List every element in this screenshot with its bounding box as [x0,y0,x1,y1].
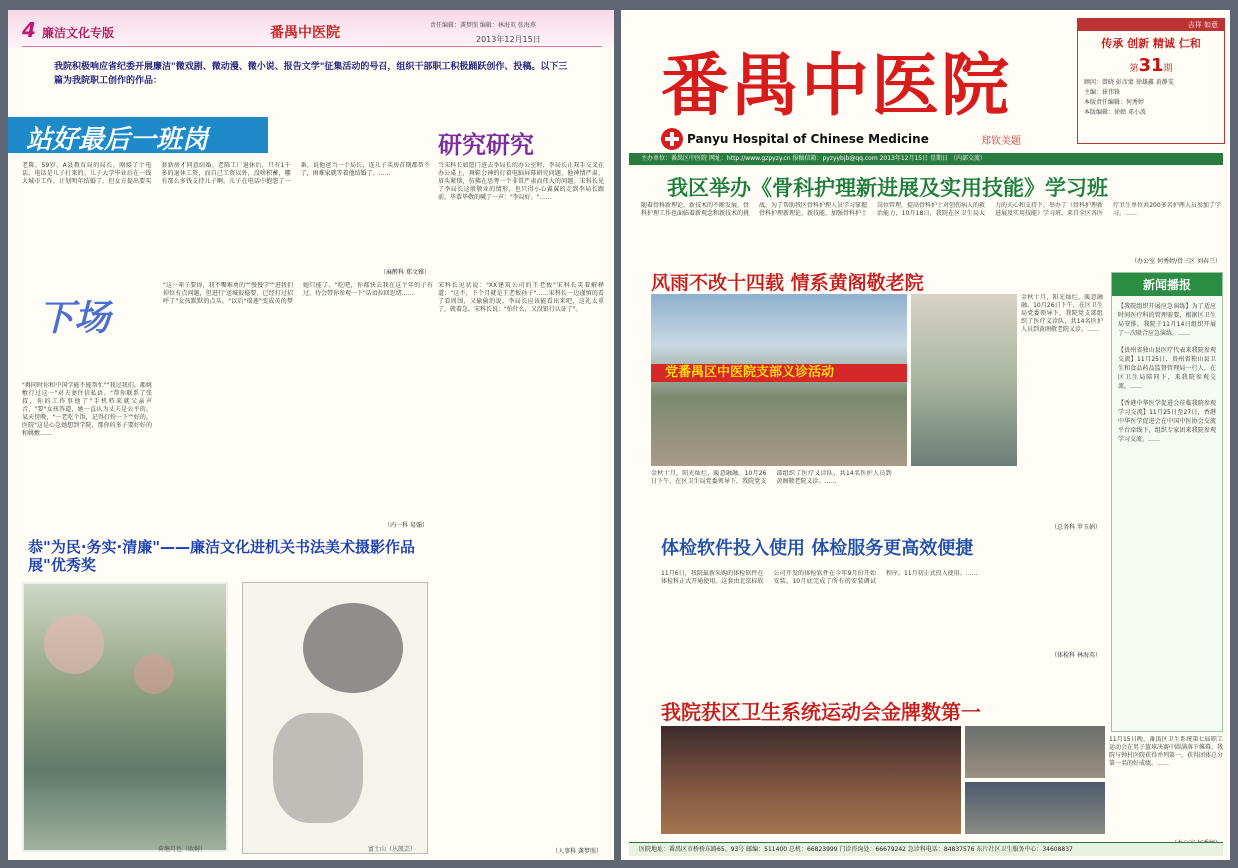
issue-date: 2013年12月15日 [476,35,541,44]
ortho-signature: （办公室 何秀婷/骨三区 刘春兰） [1131,258,1221,265]
calligraphy-award-title: 恭"为民·务实·清廉"——廉洁文化进机关书法美术摄影作品展"优秀奖 [28,538,416,574]
right-page [621,10,1230,860]
slogan-top: 吉祥 如意 [1078,19,1224,31]
masthead-small: 番禺中医院 [270,25,340,41]
ortho-body: 随着骨科新理论、新技术的不断发展，骨科护理工作也面临着新观念和新技术的挑战，为了帮助我区骨科护理人员学习掌握骨科护理新理论、新技能，加强骨科护士岗位管理，提高骨科护士对创伤病人的救治能力，10月18日，我院在区卫生局大力的关心和支持下，举办了《骨科护理新进展及实用技能》学习班，来自全区各医疗卫生单位共200多名护理人员参加了学习。…… [641,202,1221,217]
story5-signature: （人事科 龚梦照） [552,848,602,855]
volunteer-photo-2 [911,294,1017,466]
story1-body: 老陈，59岁，A县教育局的局长。刚接了个电话，电话是儿子打来的。儿子大学毕业后在一线大城市工作，计划明年结婚了。但女方提出要买套新房才同意结婚。老陈工厂退休后，只有1千多的退休工资，而自己工资以外，没啥积蓄，哪有那么多钱支持儿子啊。儿子在电话中抱怨了一番，说他爸当一个局长，连儿子买房首期都帮不了，困难家就等着他结婚了。…… [22,162,430,185]
elderly-body-col: 金秋十月，阳光灿烂，暖意融融。10月26日下午，在区卫生局党委领导下，我院党支部组织了医疗义诊队，共14名医护人员到黄阁敬老院义诊。…… [1021,294,1103,333]
story3-body: "再同时你和中国学能不能帮忙""我过我们，都姚敷行过这一"对夫妻住信私语。"帮你联系了张叔，你的工作事他了"手机档来就父亲声音，"要"女孩答道，她一直认为丈夫是公平的。某天傍晚，"一老吃个饭，记得打扮一下""好的，医院"这是心急她想到学院，那你的多子要好好的和姚敷…… [22,382,152,437]
story4-signature: （内一科 易翰） [384,522,428,529]
news-item: 【我院组织开展应急演练】为了适应时间医疗科的管理需要，根据区卫生局安排，我院于11月14日组织开展了一次联合应急演练。…… [1118,303,1216,337]
story1-signature: （麻醉科 郑文雅） [380,269,430,276]
story5-body: 宋科长见状说："XX建筑公司的王老板"宋科长笑着解释道："这不，下个月就是王老板孙子"……宋科长一边谨慎的看了看周围，又偷偷的说，李局长应该能看出来吧，这礼太重了，就着急。宋科长说："怕什么，又没银行认证了"。 [438,282,604,313]
news-item: 【香港中华医学促进会莅临我院参观学习交流】11月25日至27日，香港中华医学促进会在中国中医协会交流平台牵线下，组织专家团来我院参观学习交流。…… [1118,400,1216,443]
sports-award-photo [661,726,961,834]
editors-line: 责任编辑：龚梦照 编辑：林海英 张海燕 [430,22,536,29]
sports-photo-3 [965,782,1105,834]
ink-painting [242,582,428,854]
painting2-caption: 富士山（丛凯芸） [368,846,417,853]
chief-editor: 主编：崔伟锋 [1084,89,1121,96]
english-name: Panyu Hospital of Chinese Medicine [687,132,929,146]
footer-bar: 医院地址：番禺区市桥桥东路65、93号 邮编：511400 总机：66823999 门诊咨询处：66679242 急诊科电话：84837576 东片社区卫生服务中心：34608837 [629,842,1223,856]
advisors: 顾问：曾晓 彭彦蒙 徐雄鑫 黄静雯 [1084,79,1174,86]
section-title: 廉洁文化专版 [42,26,115,40]
news-item: 【贵州省独山县医疗代表来我院参观交流】11月25日，贵州省独山县卫生和食品药品监督管理局一行人，在区卫生局陪同下，来我院参观交流。…… [1118,347,1216,390]
slogan: 传承 创新 精诚 仁和 [1101,37,1201,50]
news-sidebar [1111,272,1223,732]
issue-number: 31 [1138,55,1164,76]
issue-suffix: 期 [1163,64,1173,74]
news-title: 新闻播报 [1112,273,1222,296]
painting1-caption: 荷塘月色（欧姆） [158,846,207,853]
issue-box [1077,18,1225,144]
elderly-signature: （总务科 罗玉娟） [1051,524,1101,531]
headline-ortho: 我区举办《骨科护理新进展及实用技能》学习班 [667,176,1108,200]
elderly-body: 金秋十月，阳光灿烂，暖意融融。10月26日下午，在区卫生局党委领导下，我院党支部组织了医疗义诊队，共14名医护人员到黄阁敬老院义诊。…… [651,470,892,485]
editors: 本版编辑：徐婵 邓小波 [1084,109,1146,116]
story1-title: 站好最后一班岗 [8,117,268,153]
calligraphy-signature: 郑钦美题 [981,136,1021,147]
intro-paragraph: 我院积极响应省纪委开展廉洁"微戏剧、微动漫、微小说、报告文学"征集活动的号召，组织干部职工积极踊跃创作、投稿。以下三篇为我院职工创作的作品： [54,62,568,86]
info-bar: 主办单位：番禺区中医院 网址：http://www.gzpyzy.cn 报稿信箱：pyzyybjb@qq.com 2013年12月15日 星期日 （内部交流） [629,153,1223,165]
story2-title: 研究研究 [438,131,534,159]
sports-photo-2 [965,726,1105,778]
volunteer-banner: 党番禺区中医院支部义诊活动 [651,364,907,382]
headline-checkup: 体检软件投入使用 体检服务更高效便捷 [661,538,974,559]
page-number: 4 [22,18,36,42]
story3-title: 下场 [38,298,111,339]
volunteer-group-photo [651,294,907,466]
checkup-body: 11月6日，我院最新采购的体检软件在体检科正式开通使用。这套由北京标软公司开发的体检软件在今年9月份开始安装，10月底完成了所有的安装调试程序，11月初正式投入使用。…… [661,570,978,585]
masthead-title: 番禺中医院 [661,46,1012,126]
story2-body: 当宋科长如愿门进去李局长的办公室时，李局长正双手交叉在办公桌上，舞鞋会神的打着电脑屏幕研究问题，他神情严肃，眉头紧锁，仿佛在思考一个非常严肃而伟大的问题。宋科长见了李局长这般敬业的情形，也只得小心翼翼的走到李局长跟前，毕恭毕敬的喊了一声："李局好。"…… [438,162,604,201]
hospital-logo-icon [661,128,683,150]
news-list [1112,296,1222,716]
headline-sports: 我院获区卫生系统运动会金牌数第一 [661,700,981,724]
lotus-painting [22,582,228,852]
story4-body: "这一辈子要得，我不嘴难勇的""慢慢学""进我们掉位有点问题，但进行'送城很稳要，已经打过招呼了"女孩默默的点头。"以后"瑞莲"变成英的梦她只能了。"吃吧，你都快去我在这个年的子有过，待会带你参观一下"话语拉回思绪…… [163,282,433,305]
header-rule [22,46,602,47]
sports-body: 11月15日晚，番禺区卫生系统第七届职工运动会在男子篮球决赛中圆满落下帷幕，我院与钟村医院获得并列第一，获得团体总分第一名的好成绩。…… [1109,736,1223,767]
checkup-signature: （体检科 林海英） [1051,652,1101,659]
exec-editor: 本版责任编辑：何秀婷 [1084,99,1145,106]
issue-label: 第 [1129,64,1139,74]
headline-elderly: 风雨不改十四载 情系黄阁敬老院 [651,272,924,294]
left-page [8,10,614,860]
